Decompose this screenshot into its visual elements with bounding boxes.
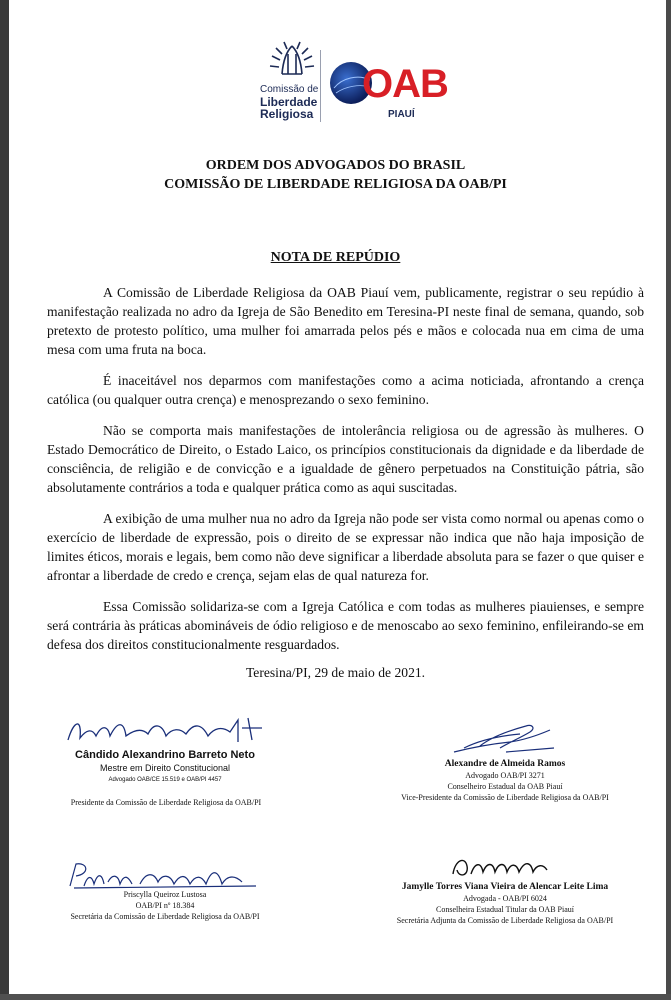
commission-logo-text [260, 84, 322, 120]
paragraph-4: A exibição de uma mulher nua no adro da Igreja não pode ser vista como normal ou apenas como o exercício de liberdade de expressão, pois o direito de se expressar não indica que não haja imposição de limites éticos, morais e legais, bem como não deve significar a liberdade absoluta para se fazer o que quiser e afrontar a liberdade de credo e crença, sejam elas de qual natureza for. [47, 511, 644, 583]
candido-handwritten-signature [62, 710, 272, 754]
commission-hands-logo-icon [262, 40, 322, 84]
signature-alexandre [370, 759, 640, 803]
priscylla-name: Priscylla Queiroz Lustosa [123, 890, 207, 899]
signature-candido [40, 750, 290, 786]
oab-logo-subtitle: PIAUÍ [388, 109, 415, 120]
candido-registry: Advogado OAB/CE 15.519 e OAB/PI 4457 [108, 777, 222, 783]
jamylle-role: Secretária Adjunta da Comissão de Liberdade Religiosa da OAB/PI [396, 916, 614, 925]
priscylla-registry: OAB/PI nº 18.384 [135, 901, 195, 910]
alexandre-handwritten-signature [450, 718, 560, 758]
header-line-2: COMISSÃO DE LIBERDADE RELIGIOSA DA OAB/PI [164, 177, 507, 192]
header-line-1: ORDEM DOS ADVOGADOS DO BRASIL [205, 158, 466, 173]
page-right-edge [666, 0, 671, 1000]
jamylle-registry: Advogada - OAB/PI 6024 [463, 894, 547, 903]
commission-logo-line2: Liberdade [260, 95, 318, 109]
document-title: NOTA DE REPÚDIO [270, 250, 401, 265]
alexandre-role: Vice-Presidente da Comissão de Liberdade Religiosa da OAB/PI [401, 793, 609, 802]
commission-logo-line3: Religiosa [260, 107, 314, 121]
oab-logo-word: OAB [362, 62, 448, 106]
alexandre-name: Alexandre de Almeida Ramos [444, 759, 566, 769]
commission-logo-line1: Comissão de [260, 84, 319, 95]
header-logos [258, 40, 458, 128]
alexandre-registry: Advogado OAB/PI 3271 [465, 771, 545, 780]
signature-priscylla [40, 889, 290, 922]
alexandre-position: Conselheiro Estadual da OAB Piauí [447, 782, 563, 791]
jamylle-handwritten-signature [447, 852, 557, 884]
candido-degree: Mestre em Direito Constitucional [99, 763, 231, 773]
date-line: Teresina/PI, 29 de maio de 2021. [245, 665, 426, 680]
paragraph-2: É inaceitável nos deparmos com manifestações como a acima noticiada, afrontando a crença católica (ou qualquer outra crença) e menosprezando o sexo feminino. [47, 373, 644, 407]
logo-separator [320, 50, 321, 122]
candido-name: Cândido Alexandrino Barreto Neto [75, 749, 255, 761]
paragraph-1: A Comissão de Liberdade Religiosa da OAB Piauí vem, publicamente, registrar o seu repúdio à manifestação realizada no adro da Igreja de São Benedito em Teresina-PI neste final de semana, quando, sob pretexto de protesto político, uma mulher foi amarrada pelos pés e mãos e colocada nua em cima de uma mesa com uma fruta na boca. [47, 285, 644, 357]
paragraph-3: Não se comporta mais manifestações de intolerância religiosa ou de agressão às mulheres. O Estado Democrático de Direito, o Estado Laico, os princípios constitucionais da dignidade e da liberdade de consciência, de religião e de convicção e a igualdade de gênero perpetuados na Constituição pátria, são absolutamente contrários a toda e qualquer prática como as aqui suscitadas. [47, 423, 644, 495]
page-left-edge [0, 0, 9, 1000]
jamylle-name: Jamylle Torres Viana Vieira de Alencar Leite Lima [401, 882, 609, 892]
paragraph-5: Essa Comissão solidariza-se com a Igreja Católica e com todas as mulheres piauienses, e sempre será contrária às práticas abomináveis de ódio religioso e de menoscabo ao sexo feminino, enfileirando-se em defesa dos direitos constitucionalmente resguardados. [47, 599, 644, 652]
page-bottom-edge [0, 994, 671, 1000]
priscylla-role: Secretária da Comissão de Liberdade Religiosa da OAB/PI [70, 912, 260, 921]
jamylle-position: Conselheira Estadual Titular da OAB Piauí [436, 905, 574, 914]
signature-jamylle [346, 882, 664, 926]
candido-role: Presidente da Comissão de Liberdade Religiosa da OAB/PI [70, 798, 262, 807]
